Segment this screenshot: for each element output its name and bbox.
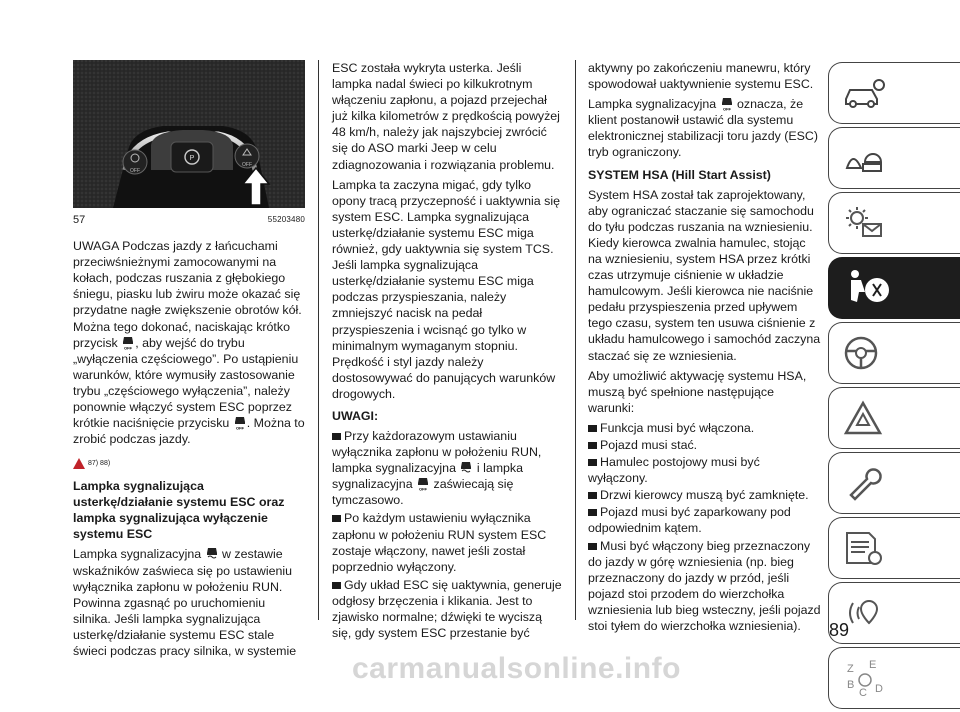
paragraph-esc-off-lamp: Lampka sygnalizacyjna OFF oznacza, że klient postanowił ustawić dla systemu elektronicznej stabilizacji toru jazdy (ESC) tryb ograniczony. <box>588 97 819 160</box>
tab-emergency[interactable] <box>828 387 960 449</box>
section-heading-hsa: SYSTEM HSA (Hill Start Assist) <box>588 167 771 182</box>
notes-heading: UWAGI: <box>332 408 379 423</box>
tab-car-info[interactable] <box>828 62 960 124</box>
tab-driving[interactable] <box>828 322 960 384</box>
esc-off-icon <box>233 415 247 430</box>
safety-icon <box>843 268 891 308</box>
warning-references: 87) 88) <box>73 455 305 472</box>
console-photo <box>73 60 305 208</box>
multimedia-icon <box>843 595 885 631</box>
paragraph-hsa-conditions: Aby umożliwić aktywację systemu HSA, muszą być spełnione następujące warunki: <box>588 368 807 415</box>
steering-wheel-icon <box>843 335 885 371</box>
condition-item: Drzwi kierowcy muszą być zamknięte. <box>588 487 822 503</box>
paragraph-esc-fault: ESC została wykryta usterka. Jeśli lampka nadal świeci po kilkukrotnym włączeniu zapłonu, a pojazd przejechał już kilka kilometrów z prędkością powyżej 48 km/h, należy jak najszybciej zwrócić się do ASO marki Jeep w celu zdiagnozowania i rozwiązania problemu. <box>332 61 560 172</box>
paragraph-snow-chains: UWAGA Podczas jazdy z łańcuchami przeciwśnieżnymi zamocowanymi na kołach, podczas ruszania z głębokiego śniegu, piasku lub żwiru może okazać się przydatne nagłe zwiększenie obrotów kół. Można tego dokonać, naciskając krótko przycisk OFF , aby wejść do trybu „wyłączenia częściowego”. Po ustąpieniu warunków, które wymusiły zastosowanie trybu „częściowego wyłączenia”, należy ponownie włączyć system ESC poprzez krótkie naciśnięcie przycisku OFF . Można to zrobić podczas jazdy. <box>73 239 305 447</box>
esc-warning-lamp-icon <box>459 460 473 475</box>
tab-index[interactable] <box>828 647 960 709</box>
figure-code: 55203480 <box>267 215 305 224</box>
warning-lights-icon <box>843 142 885 174</box>
bullet-icon <box>588 509 597 516</box>
svg-text:OFF: OFF <box>124 345 133 350</box>
tab-safety[interactable] <box>828 257 960 319</box>
center-console-illustration <box>73 60 305 208</box>
technical-data-icon <box>843 530 885 566</box>
svg-text:B: B <box>847 679 855 691</box>
note-item: Przy każdorazowym ustawianiu wyłącznika zapłonu w położeniu RUN, lampka sygnalizacyjna i lampka sygnalizacyjna OFF zaświecają się tymczasowo. <box>332 428 542 508</box>
column-2 <box>332 60 562 645</box>
esc-off-icon <box>416 476 430 491</box>
warning-triangle-icon <box>73 458 85 469</box>
column-divider-2 <box>575 60 576 620</box>
bullet-icon <box>588 425 597 432</box>
chapter-tabs <box>828 62 960 712</box>
car-info-icon <box>843 77 885 109</box>
tab-warning-lights[interactable] <box>828 127 960 189</box>
wrench-icon <box>843 465 885 501</box>
esc-warning-lamp-icon <box>205 546 219 561</box>
bullet-icon <box>332 433 341 440</box>
bullet-icon <box>588 492 597 499</box>
svg-text:D: D <box>875 683 883 695</box>
column-3 <box>588 60 822 635</box>
svg-text:OFF: OFF <box>722 106 731 112</box>
bullet-icon <box>332 515 341 522</box>
index-icon <box>843 656 889 700</box>
svg-text:P: P <box>189 155 195 162</box>
tab-maintenance[interactable] <box>828 452 960 514</box>
figure-caption <box>73 212 305 228</box>
svg-text:C: C <box>859 687 867 699</box>
bullet-icon <box>588 543 597 550</box>
page-number: 89 <box>829 620 850 640</box>
svg-text:E: E <box>869 659 877 671</box>
paragraph-lamp-blink: Lampka ta zaczyna migać, gdy tylko opony tracą przyczepność i uaktywnia się system ESC. Lampka sygnalizująca usterkę/działanie systemu ESC miga również, gdy uaktywnia się system TCS. Jeśli lampka sygnalizująca usterkę/działanie systemu ESC miga podczas przyspieszania, należy zmniejszyć nacisk na pedał przyspieszenia i wcisnąć go tylko w minimalnym wymaganym stopniu. Prędkość i styl jazdy należy dostosowywać do panujących warunków drogowych. <box>332 177 560 401</box>
tab-technical-data[interactable] <box>828 517 960 579</box>
condition-item: Pojazd musi stać. <box>588 437 822 453</box>
tab-lights[interactable] <box>828 192 960 254</box>
esc-off-icon <box>121 335 135 350</box>
condition-item: Funkcja musi być włączona. <box>588 420 822 436</box>
svg-text:OFF: OFF <box>419 486 428 492</box>
svg-text:OFF: OFF <box>235 425 244 431</box>
paragraph-esc-lamp: Lampka sygnalizacyjna w zestawie wskaźników zaświeca się po ustawieniu wyłącznika zapłonu w położeniu RUN. Powinna zgasnąć po uruchomieniu silnika. Jeśli lampka sygnalizująca usterkę/działanie systemu ESC stale świeci podczas pracy silnika, w systemie <box>73 547 297 658</box>
section-heading-esc-lamp: Lampka sygnalizująca usterkę/działanie systemu ESC oraz lampka sygnalizująca wyłączenie systemu ESC <box>73 479 285 542</box>
note-item: Gdy układ ESC się uaktywnia, generuje odgłosy brzęczenia i klikania. Jest to zjawisko normalne; dźwięki te wyciszą się, gdy system ESC przestanie być <box>332 577 562 641</box>
svg-text:OFF: OFF <box>130 168 140 174</box>
bullet-icon <box>588 442 597 449</box>
paragraph-esc-active: aktywny po zakończeniu manewru, który spowodował uaktywnienie systemu ESC. <box>588 61 814 92</box>
paragraph-hsa-description: System HSA został tak zaprojektowany, aby ograniczać staczanie się samochodu do tyłu podczas ruszania na wzniesieniu. Kiedy kierowca zwalnia hamulec, stojąc na wzniesieniu, system HSA przez krótki czas utrzymuje ciśnienie w układzie hamulcowym. Jeśli kierowca nie naciśnie pedału przyspieszenia przed upływem tego czasu, system ten usuwa ciśnienie z układu hamulcowego i samochód zaczyna staczać się ze wzniesienia. <box>588 187 821 363</box>
condition-item: Musi być włączony bieg przeznaczony do jazdy w górę wzniesienia (np. bieg przeznaczony do jazdy w przód, jeśli pojazd stoi przodem do wierzchołka wzniesienia lub bieg wsteczny, jeśli pojazd stoi tyłem do wierzchołka wzniesienia). <box>588 538 821 633</box>
esc-off-icon <box>720 96 734 111</box>
emergency-triangle-icon <box>843 400 885 436</box>
watermark: carmanualsonline.info <box>352 652 681 685</box>
svg-text:Z: Z <box>847 663 854 675</box>
bullet-icon <box>588 459 597 466</box>
sun-envelope-icon <box>843 206 885 240</box>
column-divider-1 <box>318 60 319 620</box>
note-item: Po każdym ustawieniu wyłącznika zapłonu w położeniu RUN system ESC zostaje włączony, nawet jeśli został poprzednio wyłączony. <box>332 511 547 574</box>
bullet-icon <box>332 582 341 589</box>
condition-item: Hamulec postojowy musi być wyłączony. <box>588 455 760 486</box>
svg-text:OFF: OFF <box>242 162 252 168</box>
figure-number: 57 <box>73 214 86 226</box>
condition-item: Pojazd musi być zaparkowany pod odpowiednim kątem. <box>588 505 791 536</box>
column-1 <box>73 60 305 663</box>
